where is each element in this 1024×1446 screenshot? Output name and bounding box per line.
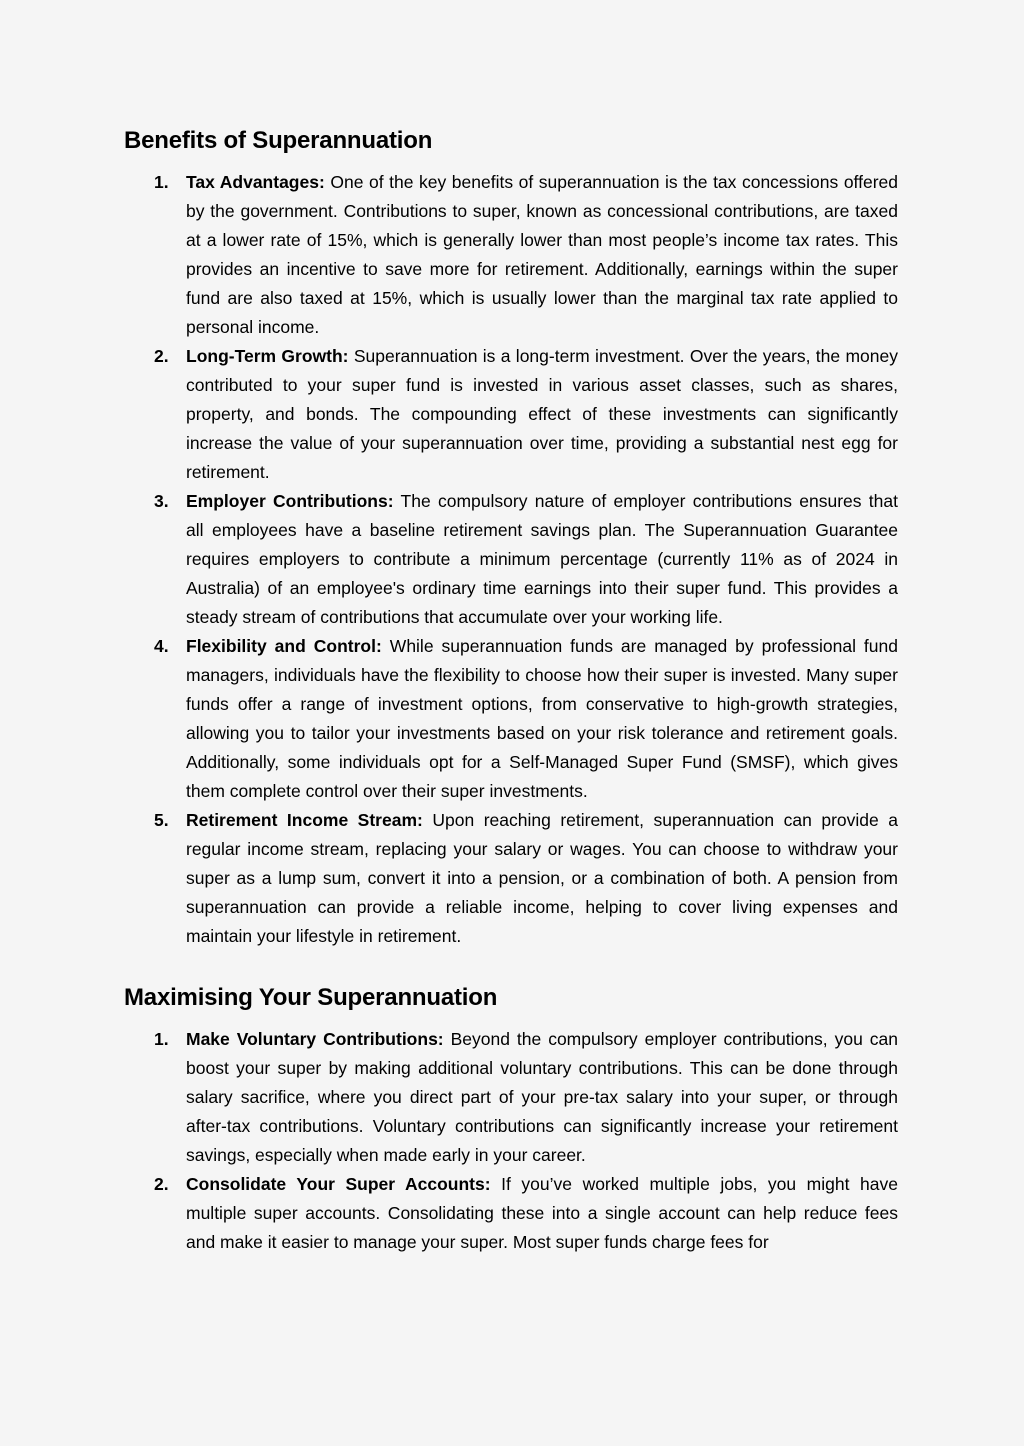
item-number: 1.	[154, 1029, 169, 1049]
maximising-list	[124, 1025, 898, 1257]
section-heading-benefits: Benefits of Superannuation	[124, 127, 433, 154]
item-title: Employer Contributions:	[186, 491, 394, 511]
item-title: Consolidate Your Super Accounts:	[186, 1174, 491, 1194]
item-text: Upon reaching retirement, superannuation can provide a regular income stream, replacing your salary or wages. You can choose to withdraw your super as a lump sum, convert it into a pension, or a combination of both. A pension from superannuation can provide a reliable income, helping to cover living expenses and maintain your lifestyle in retirement.	[186, 810, 898, 946]
benefits-section	[124, 124, 898, 951]
list-item	[124, 342, 898, 487]
benefits-list	[124, 168, 898, 951]
item-number: 5.	[154, 810, 169, 830]
list-item	[124, 168, 898, 342]
item-number: 1.	[154, 172, 169, 192]
item-number: 2.	[154, 346, 169, 366]
item-title: Make Voluntary Contributions:	[186, 1029, 444, 1049]
item-text: While superannuation funds are managed by professional fund managers, individuals have the flexibility to choose how their super is invested. Many super funds offer a range of investment options, from conservative to high-growth strategies, allowing you to tailor your investments based on your risk tolerance and retirement goals. Additionally, some individuals opt for a Self-Managed Super Fund (SMSF), which gives them complete control over their super investments.	[186, 636, 898, 801]
list-item	[124, 1170, 898, 1257]
item-title: Tax Advantages:	[186, 172, 325, 192]
item-title: Long-Term Growth:	[186, 346, 349, 366]
item-title: Retirement Income Stream:	[186, 810, 423, 830]
item-text: If you’ve worked multiple jobs, you might have multiple super accounts. Consolidating these into a single account can help reduce fees and make it easier to manage your super. Most super funds charge fees for	[186, 1174, 898, 1252]
section-heading-maximising: Maximising Your Superannuation	[124, 984, 498, 1011]
item-text: One of the key benefits of superannuation is the tax concessions offered by the government. Contributions to super, known as concessional contributions, are taxed at a lower rate of 15%, which is generally lower than most people’s income tax rates. This provides an incentive to save more for retirement. Additionally, earnings within the super fund are also taxed at 15%, which is usually lower than the marginal tax rate applied to personal income.	[186, 172, 898, 337]
item-text: Superannuation is a long-term investment. Over the years, the money contributed to your super fund is invested in various asset classes, such as shares, property, and bonds. The compounding effect of these investments can significantly increase the value of your superannuation over time, providing a substantial nest egg for retirement.	[186, 346, 898, 482]
item-number: 2.	[154, 1174, 169, 1194]
item-number: 4.	[154, 636, 169, 656]
item-number: 3.	[154, 491, 169, 511]
item-text: The compulsory nature of employer contributions ensures that all employees have a baseline retirement savings plan. The Superannuation Guarantee requires employers to contribute a minimum percentage (currently 11% as of 2024 in Australia) of an employee's ordinary time earnings into their super fund. This provides a steady stream of contributions that accumulate over your working life.	[186, 491, 898, 627]
list-item	[124, 806, 898, 951]
list-item	[124, 1025, 898, 1170]
list-item	[124, 632, 898, 806]
item-text: Beyond the compulsory employer contributions, you can boost your super by making additional voluntary contributions. This can be done through salary sacrifice, where you direct part of your pre-tax salary into your super, or through after-tax contributions. Voluntary contributions can significantly increase your retirement savings, especially when made early in your career.	[186, 1029, 898, 1165]
list-item	[124, 487, 898, 632]
item-title: Flexibility and Control:	[186, 636, 382, 656]
maximising-section	[124, 981, 898, 1257]
